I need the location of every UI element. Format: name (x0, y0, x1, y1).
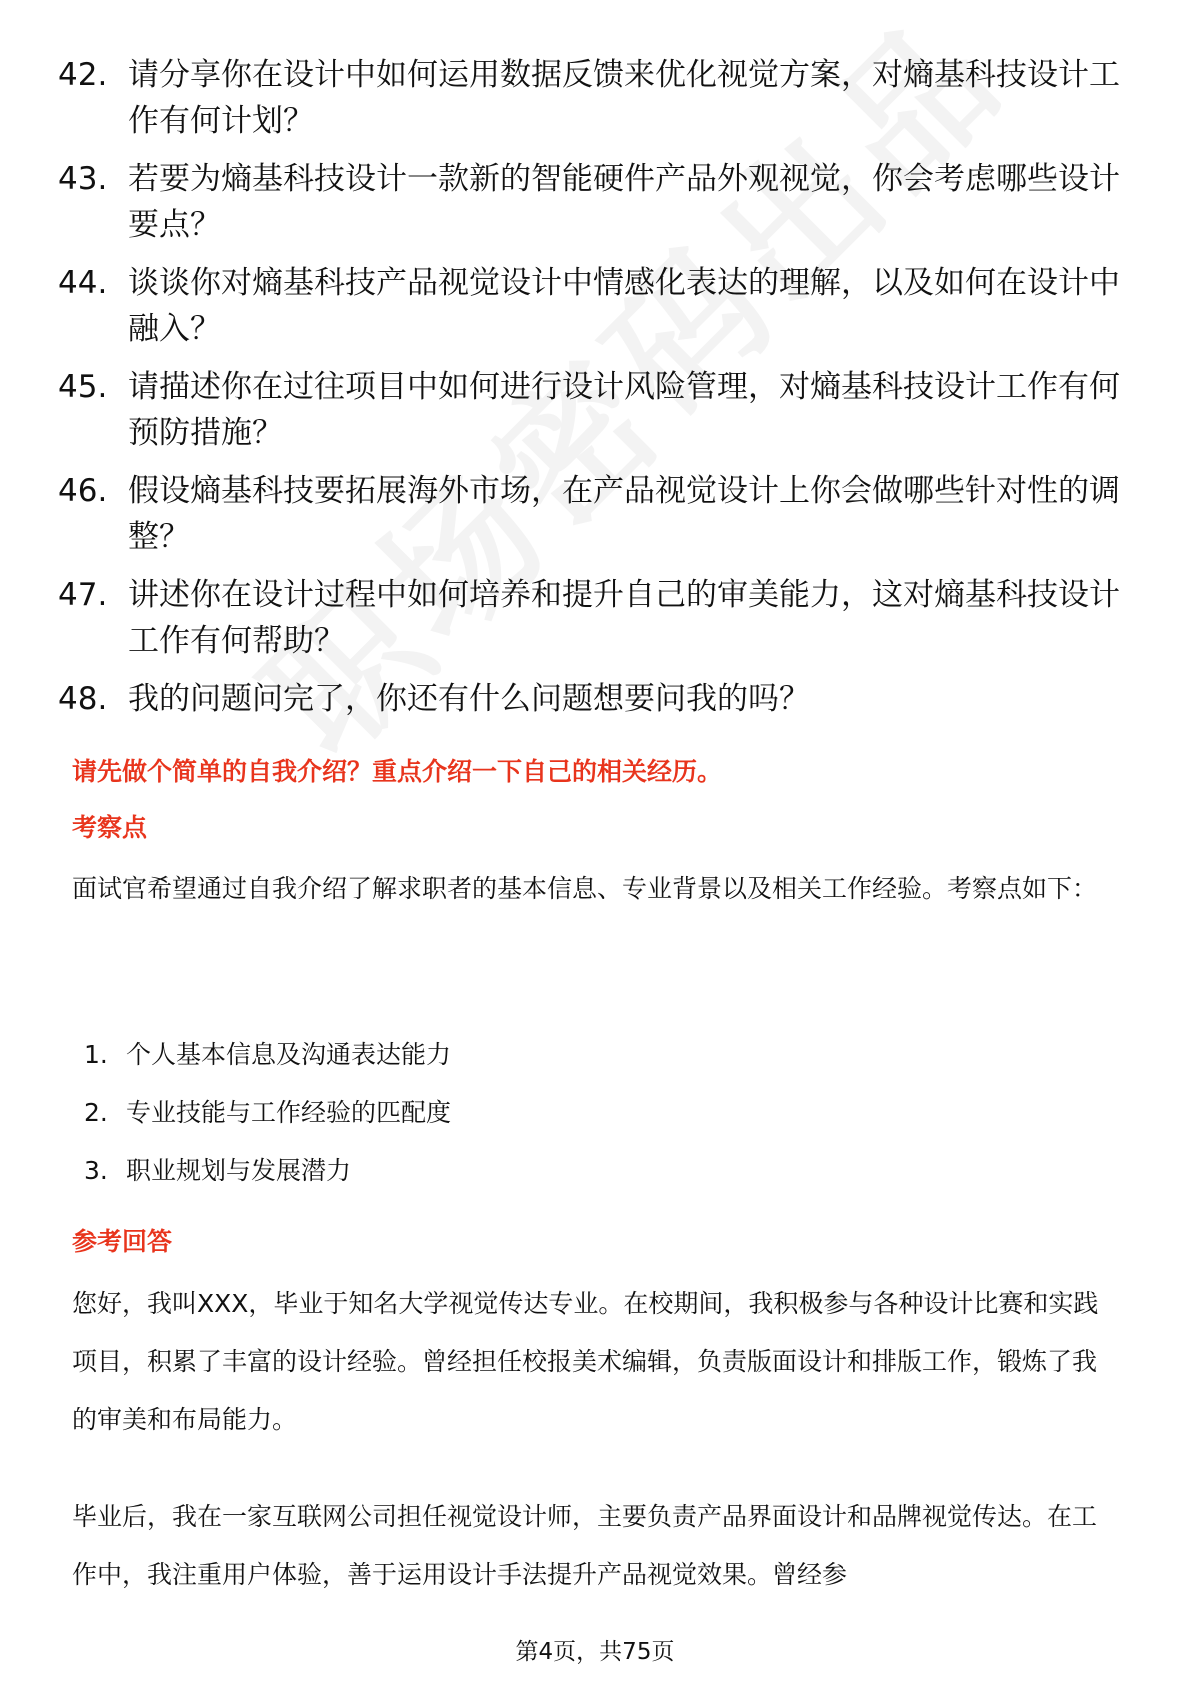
question-text: 若要为熵基科技设计一款新的智能硬件产品外观视觉，你会考虑哪些设计要点？ (128, 161, 1120, 243)
question-item (58, 260, 1138, 352)
highlight-question: 请先做个简单的自我介绍？重点介绍一下自己的相关经历。 (72, 757, 723, 786)
page-footer: 第4页，共75页 (515, 1639, 675, 1665)
question-text: 谈谈你对熵基科技产品视觉设计中情感化表达的理解，以及如何在设计中融入？ (128, 265, 1120, 347)
question-item (58, 364, 1138, 456)
question-number: 48. (58, 681, 108, 717)
focus-point-item (84, 1084, 984, 1142)
question-number: 43. (58, 161, 108, 197)
focus-point-text: 个人基本信息及沟通表达能力 (126, 1040, 452, 1069)
section-title-answer: 参考回答 (72, 1227, 173, 1256)
question-number: 47. (58, 577, 108, 613)
question-text: 请描述你在过往项目中如何进行设计风险管理，对熵基科技设计工作有何预防措施？ (128, 369, 1120, 451)
question-item (58, 52, 1138, 144)
answer-paragraph-1: 您好，我叫XXX，毕业于知名大学视觉传达专业。在校期间，我积极参与各种设计比赛和实践项目，积累了丰富的设计经验。曾经担任校报美术编辑，负责版面设计和排版工作，锻炼了我的审美和布局能力。 (72, 1289, 1099, 1434)
focus-points-list (84, 1026, 984, 1200)
focus-point-number: 2. (84, 1098, 108, 1127)
question-item (58, 572, 1138, 664)
question-item (58, 468, 1138, 560)
question-text: 假设熵基科技要拓展海外市场，在产品视觉设计上你会做哪些针对性的调整？ (128, 473, 1120, 555)
question-number: 45. (58, 369, 108, 405)
focus-point-text: 专业技能与工作经验的匹配度 (126, 1098, 452, 1127)
question-text: 讲述你在设计过程中如何培养和提升自己的审美能力，这对熵基科技设计工作有何帮助？ (128, 577, 1120, 659)
answer-paragraph-2: 毕业后，我在一家互联网公司担任视觉设计师，主要负责产品界面设计和品牌视觉传达。在工作中，我注重用户体验，善于运用设计手法提升产品视觉效果。曾经参 (72, 1502, 1098, 1589)
focus-point-number: 1. (84, 1040, 108, 1069)
focus-point-number: 3. (84, 1156, 108, 1185)
focus-point-item (84, 1142, 984, 1200)
question-list (58, 52, 1138, 734)
focus-point-item (84, 1026, 984, 1084)
question-number: 42. (58, 57, 108, 93)
question-text: 我的问题问完了，你还有什么问题想要问我的吗？ (128, 681, 810, 717)
question-number: 46. (58, 473, 108, 509)
focus-point-text: 职业规划与发展潜力 (126, 1156, 352, 1185)
question-item (58, 156, 1138, 248)
question-item (58, 676, 1138, 722)
question-number: 44. (58, 265, 108, 301)
focus-intro-paragraph: 面试官希望通过自我介绍了解求职者的基本信息、专业背景以及相关工作经验。考察点如下： (72, 874, 1098, 903)
question-text: 请分享你在设计中如何运用数据反馈来优化视觉方案，对熵基科技设计工作有何计划？ (128, 57, 1120, 139)
section-title-focus: 考察点 (72, 813, 148, 842)
